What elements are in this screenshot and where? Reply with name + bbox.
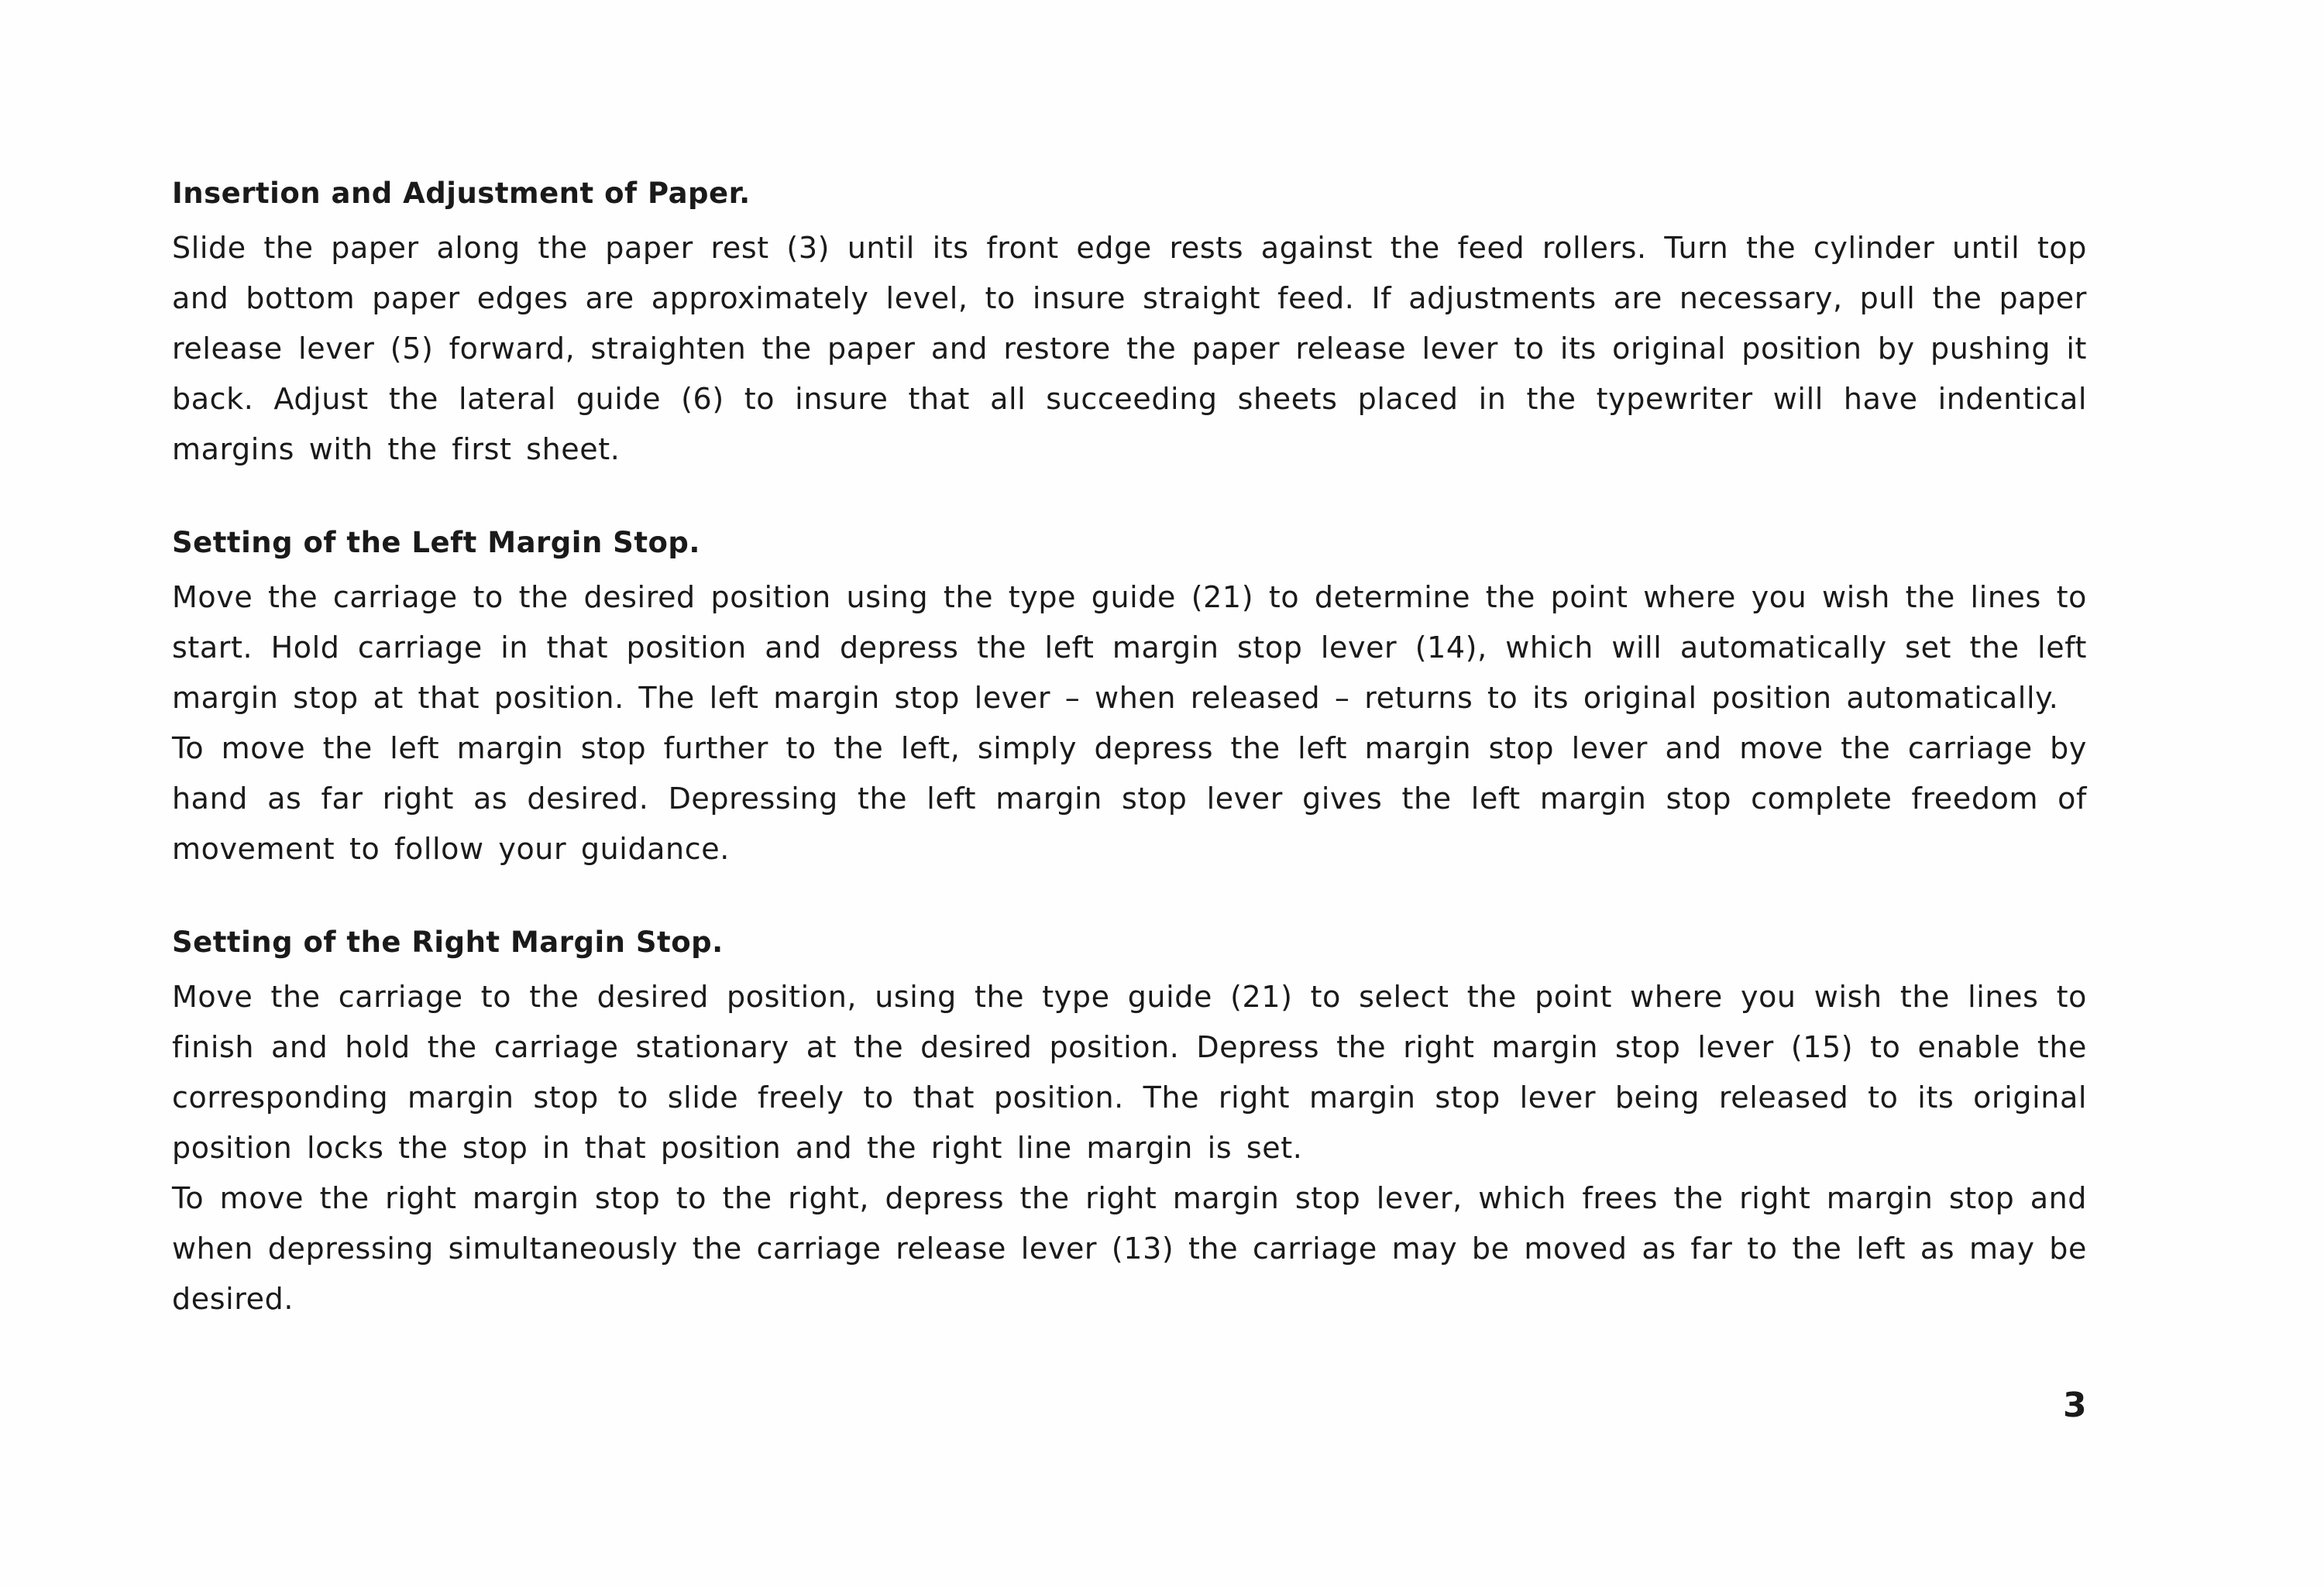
page-number: 3 <box>2063 1386 2087 1425</box>
section-heading: Insertion and Adjustment of Paper. <box>172 177 751 210</box>
section-paper-insertion <box>172 172 2087 475</box>
section-paragraph: Slide the paper along the paper rest (3) until its front edge rests against the feed rollers. Turn the cylinder until top and bottom paper edges are approximately level, to insure straight feed. If adjustments are necessary, pull the paper release lever (5) forward, straighten the paper and restore the paper release lever to its original position by pushing it back. Adjust the lateral guide (6) to insure that all succeeding sheets placed in the typewriter will have indentical margins with the first sheet. <box>172 231 2087 466</box>
section-paragraph: Move the carriage to the desired position using the type guide (21) to determine the point where you wish the lines to start. Hold carriage in that position and depress the left margin stop lever (14), which will automatically set the left margin stop at that position. The left margin stop lever – when released – returns to its original position automatically. <box>172 580 2087 715</box>
page-content <box>172 172 2087 1371</box>
section-left-margin-stop <box>172 521 2087 874</box>
section-heading: Setting of the Left Margin Stop. <box>172 526 700 559</box>
section-right-margin-stop <box>172 921 2087 1324</box>
section-paragraph: To move the right margin stop to the right, depress the right margin stop lever, which frees the right margin stop and when depressing simultaneously the carriage release lever (13) the carriage may be moved as far to the left as may be desired. <box>172 1181 2087 1316</box>
section-heading: Setting of the Right Margin Stop. <box>172 926 724 959</box>
section-paragraph: To move the left margin stop further to the left, simply depress the left margin stop lever and move the carriage by hand as far right as desired. Depressing the left margin stop lever gives the left margin stop complete freedom of movement to follow your guidance. <box>172 731 2087 866</box>
section-paragraph: Move the carriage to the desired position, using the type guide (21) to select the point where you wish the lines to finish and hold the carriage stationary at the desired position. Depress the right margin stop lever (15) to enable the corresponding margin stop to slide freely to that position. The right margin stop lever being released to its original position locks the stop in that position and the right line margin is set. <box>172 980 2087 1165</box>
